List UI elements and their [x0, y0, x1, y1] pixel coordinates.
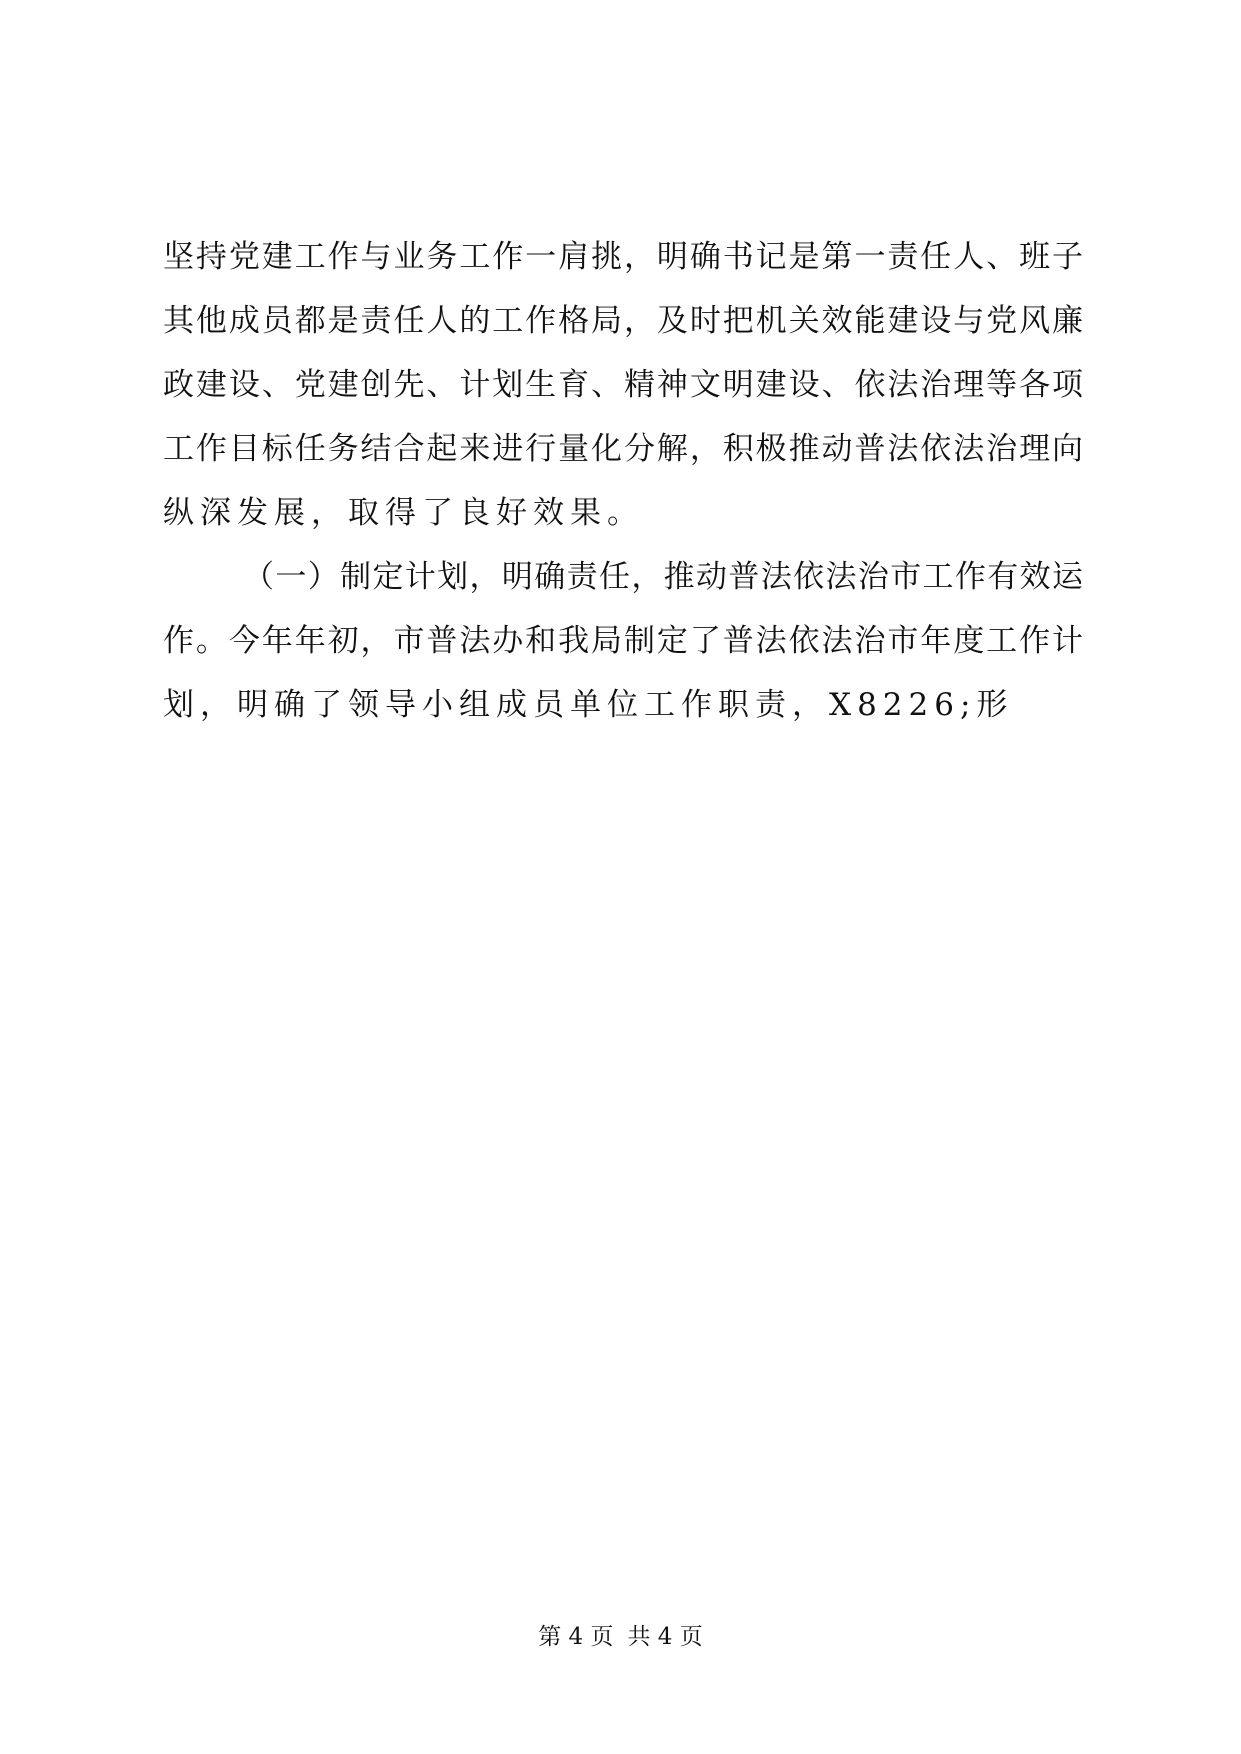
text-line: （一）制定计划，明确责任，推动普法依法治市工作有效运	[243, 559, 1083, 595]
page-footer	[0, 1622, 1241, 1652]
paragraph-1	[163, 225, 1083, 545]
page-total: 共 4 页	[627, 1624, 703, 1650]
text-line: 政建设、党建创先、计划生育、精神文明建设、依法治理等各项	[163, 367, 1083, 403]
text-line: 工作目标任务结合起来进行量化分解，积极推动普法依法治理向	[163, 431, 1083, 467]
text-line: 作。今年年初，市普法办和我局制定了普法依法治市年度工作计	[163, 623, 1083, 659]
document-body	[163, 225, 1083, 737]
page-number: 第 4 页	[538, 1624, 614, 1650]
text-line: 纵深发展，取得了良好效果。	[163, 495, 644, 531]
paragraph-2	[163, 545, 1083, 737]
text-line: 坚持党建工作与业务工作一肩挑，明确书记是第一责任人、班子	[163, 239, 1083, 275]
text-line: 划，明确了领导小组成员单位工作职责，X8226;形	[163, 687, 1014, 723]
text-line: 其他成员都是责任人的工作格局，及时把机关效能建设与党风廉	[163, 303, 1083, 339]
